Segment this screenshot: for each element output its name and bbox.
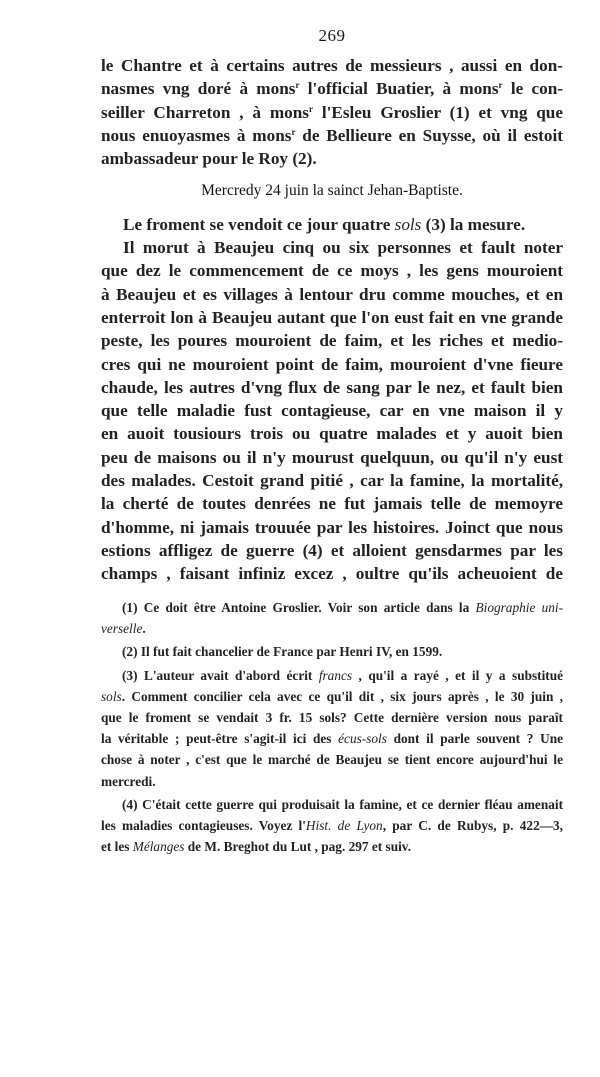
text-line: enterroit lon à Beaujeu autant que l'on eust fait en vne grande: [101, 307, 563, 327]
text-line: Il morut à Beaujeu cinq ou six personnes et fault noter: [123, 238, 563, 258]
footnote-line: mercredi.: [101, 773, 156, 789]
footnote-line: verselle.: [101, 621, 146, 637]
text-line: nous enuoyasmes à mons$^r$ de Bellieure en Suysse, où il estoit: [101, 125, 563, 145]
footnote-4: [101, 794, 563, 858]
text-line: que dez le commencement de ce moys , les gens mouroient: [101, 261, 563, 281]
text-line: le Chantre et à certains autres de messieurs , aussi en don-: [101, 56, 563, 75]
text-line: d'homme, ni jamais trouuée par les histoires. Joinct que nous: [101, 517, 563, 537]
footnote-line: (2) Il fut fait chancelier de France par Henri IV, en 1599.: [122, 644, 443, 660]
text-line: estions affligez de guerre (4) et alloient gensdarmes par les: [101, 540, 563, 560]
text-line: que telle maladie fust contagieuse, car en vne maison il y: [101, 401, 563, 421]
footnote-line: sols. Comment concilier cela avec ce qu'il dit , six jours après , le 30 juin ,: [101, 688, 563, 704]
footnote-line: que le froment se vendait 3 fr. 15 sols? Cette dernière version nous paraît: [101, 709, 563, 725]
section-heading: Mercredy 24 juin la sainct Jehan-Baptiste.: [201, 182, 463, 200]
footnote-line: (3) L'auteur avait d'abord écrit francs , qu'il a rayé , et il y a substitué: [122, 667, 564, 683]
text-line: à Beaujeu et es villages à lentour dru comme mouches, et en: [101, 284, 563, 304]
page-number: 269: [318, 26, 346, 45]
footnote-3: [101, 665, 563, 792]
footnote-line: chose à noter , c'est que le marché de Beaujeu se tient encore aujourd'hui le: [101, 752, 563, 768]
footnote-line: et les Mélanges de M. Breghot du Lut , pag. 297 et suiv.: [101, 839, 412, 855]
text-line: seiller Charreton , à mons$^r$ l'Esleu Groslier (1) et vng que: [101, 102, 563, 122]
text-line: la cherté de toutes denrées ne fut jamais telle de memoyre: [101, 494, 563, 514]
text-line: des malades. Cestoit grand pitié , car la famine, la mortalité,: [101, 471, 563, 491]
text-line: champs , faisant infiniz excez , oultre qu'ils acheuoient de: [101, 564, 563, 584]
footnote-2: [101, 641, 563, 662]
text-line: peste, les poures mouroient de faim, et les riches et medio-: [101, 331, 563, 351]
main-text: [101, 54, 563, 586]
footnote-line: les maladies contagieuses. Voyez l'Hist. de Lyon, par C. de Rubys, p. 422—3,: [101, 817, 563, 833]
text-line: ambassadeur pour le Roy (2).: [101, 149, 317, 169]
text-line: en auoit tousiours trois ou quatre malades et y auoit bien: [101, 424, 563, 444]
footnote-line: (4) C'était cette guerre qui produisait la famine, et ce dernier fléau amenait: [122, 796, 563, 812]
text-line: nasmes vng doré à mons$^r$ l'official Buatier, à mons$^r$ le con-: [101, 79, 563, 99]
text-line: peu de maisons ou il n'y mourust quelquun, ou qu'il n'y eust: [101, 447, 563, 467]
text-line: chaude, les autres d'vng flux de sang par le nez, et fault bien: [101, 377, 563, 397]
text-line: Le froment se vendoit ce jour quatre sols (3) la mesure.: [123, 214, 526, 234]
footnote-line: (1) Ce doit être Antoine Groslier. Voir son article dans la Biographie uni-: [122, 600, 563, 615]
footnotes: [101, 597, 563, 857]
footnote-line: la véritable ; peut-être s'agit-il ici des écus-sols dont il parle souvent ? Une: [101, 731, 564, 747]
text-line: cres qui ne mouroient point de faim, mouroient d'vne fieure: [101, 354, 563, 374]
footnote-1: [101, 597, 563, 639]
